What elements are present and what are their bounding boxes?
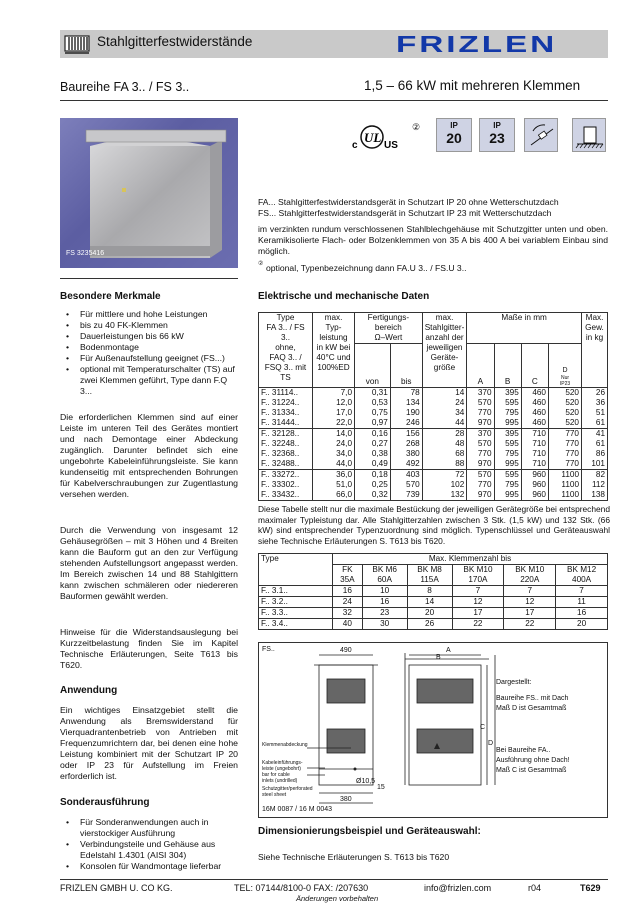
col-b: B bbox=[494, 344, 521, 388]
table-cell: 14 bbox=[422, 388, 467, 399]
table-cell: 190 bbox=[390, 408, 422, 418]
brand-logo: FRIZLEN bbox=[396, 31, 558, 57]
table-cell: 595 bbox=[494, 439, 521, 449]
table-cell: F.. 32368.. bbox=[259, 449, 313, 459]
table-cell: 24 bbox=[333, 597, 363, 608]
table-cell: 0,31 bbox=[355, 388, 391, 399]
table-row bbox=[259, 449, 608, 459]
table-cell: 16 bbox=[333, 586, 363, 597]
col-von: von bbox=[355, 344, 391, 388]
table-cell: 595 bbox=[494, 398, 521, 408]
table-cell: 82 bbox=[582, 470, 608, 481]
svg-text:UL: UL bbox=[364, 130, 382, 145]
table-cell: 770 bbox=[549, 449, 582, 459]
table-cell: 460 bbox=[521, 418, 548, 429]
table-cell: 17 bbox=[504, 608, 556, 619]
table-cell: 44,0 bbox=[313, 459, 355, 470]
table-cell: F.. 32248.. bbox=[259, 439, 313, 449]
table-cell: 32 bbox=[333, 608, 363, 619]
product-photo bbox=[60, 118, 238, 268]
table-cell: 0,75 bbox=[355, 408, 391, 418]
application-text: Ein wichtiges Einsatzgebiet stellt die Anwendung als Bremswiderstand für Vierquadrantenbetrieb von Antrieben mit Frequenzumrichtern dar, bei denen eine hohe Leistung kombiniert mit der Schutzart IP 20 oder IP 23 für Aufstellung im Freien erforderlich ist. bbox=[60, 705, 238, 781]
footer-divider bbox=[60, 879, 608, 880]
label-klemmen: Klemmenabdeckung bbox=[262, 742, 308, 748]
list-item: • Für Sonderanwendungen auch in vierstockiger Ausführung bbox=[60, 817, 240, 839]
table-cell: 7 bbox=[504, 586, 556, 597]
ip-value: 23 bbox=[489, 130, 505, 146]
dim-a: A bbox=[446, 647, 451, 654]
table-cell: 395 bbox=[494, 388, 521, 399]
table-cell: 268 bbox=[390, 439, 422, 449]
table-cell: 26 bbox=[407, 619, 452, 630]
col-c: C bbox=[521, 344, 548, 388]
series-label: Baureihe FA 3.. / FS 3.. bbox=[60, 80, 190, 94]
table-cell: 0,97 bbox=[355, 418, 391, 429]
dim-hole: Ø10,5 bbox=[356, 778, 376, 785]
table-cell: 17 bbox=[452, 608, 504, 619]
table-cell: 770 bbox=[549, 429, 582, 440]
floor-mount-icon bbox=[572, 118, 606, 152]
footer-note: Änderungen vorbehalten bbox=[296, 894, 379, 903]
table-cell: 0,38 bbox=[355, 449, 391, 459]
table-cell: 36,0 bbox=[313, 470, 355, 481]
table-row bbox=[259, 490, 608, 501]
table-row bbox=[259, 408, 608, 418]
table-cell: 14,0 bbox=[313, 429, 355, 440]
features-para-3: Hinweise für die Widerstandsauslegung bei Kurzzeitbelastung finden Sie im Kapitel Technische Erläuterungen, Seite T613 bis T620. bbox=[60, 627, 238, 670]
table-cell: 8 bbox=[407, 586, 452, 597]
table-cell: 22 bbox=[504, 619, 556, 630]
cert-footnote-mark: ② bbox=[412, 122, 421, 132]
table-cell: F.. 3.3.. bbox=[259, 608, 333, 619]
list-item: • Verbindungsteile und Gehäuse aus Edelstahl 1.4301 (AISI 304) bbox=[60, 839, 240, 861]
dim-490: 490 bbox=[340, 647, 352, 654]
table-cell: 16 bbox=[556, 608, 608, 619]
rotation-mount-icon bbox=[524, 118, 558, 152]
table-cell: 0,53 bbox=[355, 398, 391, 408]
t2-col-header: BK M8 115A bbox=[407, 565, 452, 586]
footer-email: info@frizlen.com bbox=[424, 883, 492, 893]
page-title: Stahlgitterfestwiderstände bbox=[97, 34, 253, 49]
table-cell: 0,27 bbox=[355, 439, 391, 449]
features-heading: Besondere Merkmale bbox=[60, 291, 161, 302]
table-cell: F.. 31114.. bbox=[259, 388, 313, 399]
table-cell: 460 bbox=[521, 408, 548, 418]
col-dims-header: Maße in mm bbox=[467, 313, 582, 344]
table-cell: 30 bbox=[362, 619, 407, 630]
table-cell: 1100 bbox=[549, 490, 582, 501]
table-cell: 134 bbox=[390, 398, 422, 408]
footnote-mark: ② bbox=[258, 261, 264, 267]
table-cell: 770 bbox=[467, 408, 494, 418]
table-cell: 34 bbox=[422, 408, 467, 418]
table-cell: F.. 33432.. bbox=[259, 490, 313, 501]
dim-380: 380 bbox=[340, 796, 352, 803]
dim-15: 15 bbox=[377, 784, 385, 791]
list-item: • Für mittlere und hohe Leistungen bbox=[60, 309, 240, 320]
t2-col-header: BK M10 170A bbox=[452, 565, 504, 586]
table-cell: 112 bbox=[582, 480, 608, 490]
table-cell: 570 bbox=[467, 398, 494, 408]
table-cell: 68 bbox=[422, 449, 467, 459]
ip20-badge bbox=[436, 118, 472, 152]
table-row bbox=[259, 586, 608, 597]
table-cell: 0,32 bbox=[355, 490, 391, 501]
table-cell: 7 bbox=[452, 586, 504, 597]
divider bbox=[60, 278, 238, 279]
electrical-data-table bbox=[258, 312, 608, 501]
table-cell: 12 bbox=[452, 597, 504, 608]
table-cell: 17,0 bbox=[313, 408, 355, 418]
table-cell: 0,18 bbox=[355, 470, 391, 481]
table-cell: 1100 bbox=[549, 480, 582, 490]
col-type-header: Type FA 3.. / FS 3.. ohne, FAQ 3.. / FSQ 3.. mit TS bbox=[259, 313, 313, 388]
table-cell: 970 bbox=[467, 490, 494, 501]
table-row bbox=[259, 597, 608, 608]
list-item: • optional mit Temperaturschalter (TS) auf zwei Klemmen geführt, Type dann F.Q 3... bbox=[60, 364, 240, 397]
table-cell: 44 bbox=[422, 418, 467, 429]
table-cell: F.. 3.4.. bbox=[259, 619, 333, 630]
list-item: • Dauerleistungen bis 66 kW bbox=[60, 331, 240, 342]
footnote-text: optional, Typenbezeichnung dann FA.U 3.. / FS.U 3.. bbox=[266, 263, 467, 273]
table-cell: F.. 32488.. bbox=[259, 459, 313, 470]
table-cell: 970 bbox=[467, 418, 494, 429]
list-item: • Konsolen für Wandmontage lieferbar bbox=[60, 861, 240, 872]
table-cell: 960 bbox=[521, 490, 548, 501]
table-row bbox=[259, 619, 608, 630]
table-cell: 24 bbox=[422, 398, 467, 408]
table-cell: 86 bbox=[582, 449, 608, 459]
table-cell: 138 bbox=[582, 490, 608, 501]
table-cell: 10 bbox=[362, 586, 407, 597]
footer-phone: TEL: 07144/8100-0 FAX: /207630 bbox=[234, 883, 369, 893]
table-cell: 403 bbox=[390, 470, 422, 481]
table-cell: 710 bbox=[521, 449, 548, 459]
desc-paragraph: im verzinkten rundum verschlossenen Stahlblechgehäuse mit Schutzgitter unten und oben. Keramikisolierte Flach- oder Bolzenklemmen von 35 A bis 400 A bei variablem Einbau sind möglich. bbox=[258, 224, 608, 256]
col-power-header: max. Typ- leistung in kW bei 40°C und 100%ED bbox=[313, 313, 355, 388]
table-cell: 795 bbox=[494, 480, 521, 490]
table-cell: 370 bbox=[467, 429, 494, 440]
table-cell: F.. 32128.. bbox=[259, 429, 313, 440]
features-para-2: Durch die Verwendung von insgesamt 12 Gehäusegrößen – mit 3 Höhen und 4 Breiten kann die Bauform gut an den zur Verfügung stehenden Aufstellungsort angepasst werden. Im Bereich zwischen 14 und 88 Stahlgittern kann zwischen schmäleren oder niedereren Bauformen gewählt werden. bbox=[60, 525, 238, 601]
table-cell: 520 bbox=[549, 418, 582, 429]
footer-company: FRIZLEN GMBH U. CO KG. bbox=[60, 883, 173, 893]
table-cell: 710 bbox=[521, 459, 548, 470]
list-item: • bis zu 40 FK-Klemmen bbox=[60, 320, 240, 331]
table1-heading: Elektrische und mechanische Daten bbox=[258, 291, 430, 302]
drawing-ref: 16M 0087 / 16 M 0043 bbox=[262, 806, 333, 813]
table-cell: 66,0 bbox=[313, 490, 355, 501]
label-kabel: Kabeleinführungs- leiste (ungebohrt) bar for cable inlets (undrilled) bbox=[262, 760, 303, 784]
table-cell: F.. 33272.. bbox=[259, 470, 313, 481]
table-cell: 520 bbox=[549, 408, 582, 418]
table-cell: F.. 31224.. bbox=[259, 398, 313, 408]
table-cell: 0,25 bbox=[355, 480, 391, 490]
table-cell: 51,0 bbox=[313, 480, 355, 490]
desc-fs: FS... Stahlgitterfestwiderstandsgerät in Schutzart IP 23 mit Wetterschutzdach bbox=[258, 208, 552, 218]
table-cell: 72 bbox=[422, 470, 467, 481]
t2-col-header: BK M6 60A bbox=[362, 565, 407, 586]
table-cell: 520 bbox=[549, 398, 582, 408]
table-note: Diese Tabelle stellt nur die maximale Bestückung der jeweiligen Gerätegröße bei entsprechend maximaler Typleistung dar. Alle Stahlgitterzahlen zwischen 3 Stk. (1,5 kW) und 132 Stk. (66 kW) sind entsprechender Typenzuordnung sind möglich. Typenschlüssel und Geräteauswahl siehe Technische Erläuterungen S. T613 bis T620. bbox=[258, 504, 610, 546]
t2-col-header: FK 35A bbox=[333, 565, 363, 586]
table-cell: F.. 31334.. bbox=[259, 408, 313, 418]
table-cell: 88 bbox=[422, 459, 467, 470]
dim-b: B bbox=[436, 654, 441, 661]
special-heading: Sonderausführung bbox=[60, 797, 150, 808]
table-cell: 710 bbox=[521, 439, 548, 449]
cabinet-illustration bbox=[60, 118, 238, 268]
table-cell: 22,0 bbox=[313, 418, 355, 429]
table-cell: 51 bbox=[582, 408, 608, 418]
table-cell: 970 bbox=[467, 459, 494, 470]
table-cell: 739 bbox=[390, 490, 422, 501]
power-range: 1,5 – 66 kW mit mehreren Klemmen bbox=[364, 78, 581, 93]
svg-text:c: c bbox=[352, 140, 358, 151]
table-cell: 960 bbox=[521, 480, 548, 490]
table-cell: 22 bbox=[452, 619, 504, 630]
t2-group-header: Max. Klemmenzahl bis bbox=[333, 554, 608, 565]
dim-c: C bbox=[480, 724, 486, 731]
table-cell: 28 bbox=[422, 429, 467, 440]
table-cell: 12,0 bbox=[313, 398, 355, 408]
table-cell: 995 bbox=[494, 459, 521, 470]
terminal-table bbox=[258, 553, 608, 630]
dim-example-text: Siehe Technische Erläuterungen S. T613 bis T620 bbox=[258, 852, 450, 862]
table-cell: 156 bbox=[390, 429, 422, 440]
col-a: A bbox=[467, 344, 494, 388]
table-cell: 595 bbox=[494, 470, 521, 481]
table-cell: F.. 31444.. bbox=[259, 418, 313, 429]
table-cell: 102 bbox=[422, 480, 467, 490]
ip-value: 20 bbox=[446, 130, 462, 146]
dim-d: D bbox=[488, 740, 494, 747]
table-cell: 61 bbox=[582, 418, 608, 429]
table-cell: 460 bbox=[521, 398, 548, 408]
ip-label: IP bbox=[493, 121, 501, 130]
table-cell: 20 bbox=[407, 608, 452, 619]
col-d: D Nur IP23 bbox=[549, 344, 582, 388]
table-cell: 460 bbox=[521, 388, 548, 399]
table-cell: 11 bbox=[556, 597, 608, 608]
table-row bbox=[259, 459, 608, 470]
dim-example-heading: Dimensionierungsbeispiel und Geräteauswahl: bbox=[258, 826, 481, 837]
t2-type-header: Type bbox=[259, 554, 333, 586]
table-cell: 7 bbox=[556, 586, 608, 597]
table-cell: 26 bbox=[582, 388, 608, 399]
footer-page: T629 bbox=[580, 883, 601, 893]
features-list bbox=[60, 309, 240, 397]
table-row bbox=[259, 418, 608, 429]
svg-text:US: US bbox=[384, 140, 398, 151]
t2-col-header: BK M10 220A bbox=[504, 565, 556, 586]
table-cell: 370 bbox=[467, 388, 494, 399]
footer-revision: r04 bbox=[528, 883, 542, 893]
table-cell: 20 bbox=[556, 619, 608, 630]
divider bbox=[60, 100, 608, 101]
table-cell: 0,16 bbox=[355, 429, 391, 440]
table-cell: 492 bbox=[390, 459, 422, 470]
table-cell: 770 bbox=[467, 480, 494, 490]
table-cell: 101 bbox=[582, 459, 608, 470]
table-row bbox=[259, 429, 608, 440]
table-cell: 770 bbox=[549, 439, 582, 449]
col-bis: bis bbox=[390, 344, 422, 388]
table-cell: 61 bbox=[582, 439, 608, 449]
drawing-note-fs: Dargestellt: Baureihe FS.. mit Dach Maß D ist Gesamtmaß bbox=[496, 679, 569, 712]
col-weight-header: Max. Gew. in kg bbox=[582, 313, 608, 388]
table-cell: 40 bbox=[333, 619, 363, 630]
table-cell: 795 bbox=[494, 449, 521, 459]
ip23-badge bbox=[479, 118, 515, 152]
col-range-header: Fertigungs- bereich Ω–Wert bbox=[355, 313, 423, 344]
table-cell: 132 bbox=[422, 490, 467, 501]
table-cell: 520 bbox=[549, 388, 582, 399]
t2-col-header: BK M12 400A bbox=[556, 565, 608, 586]
table-cell: 0,49 bbox=[355, 459, 391, 470]
col-grids-header: max. Stahlgitter- anzahl der jeweiligen Geräte- größe bbox=[422, 313, 467, 388]
table-cell: 16 bbox=[362, 597, 407, 608]
photo-caption: FS 3235416 bbox=[66, 250, 105, 257]
table-cell: 770 bbox=[467, 449, 494, 459]
table-cell: 14 bbox=[407, 597, 452, 608]
table-cell: 995 bbox=[494, 418, 521, 429]
table-cell: F.. 3.1.. bbox=[259, 586, 333, 597]
list-item: • Für Außenaufstellung geeignet (FS...) bbox=[60, 353, 240, 364]
table-row bbox=[259, 470, 608, 481]
table-cell: 12 bbox=[504, 597, 556, 608]
table-cell: 770 bbox=[549, 459, 582, 470]
table-cell: 41 bbox=[582, 429, 608, 440]
table-cell: 395 bbox=[494, 429, 521, 440]
table-row bbox=[259, 398, 608, 408]
table-cell: 710 bbox=[521, 429, 548, 440]
table-cell: 34,0 bbox=[313, 449, 355, 459]
table-cell: 24,0 bbox=[313, 439, 355, 449]
table-cell: 570 bbox=[390, 480, 422, 490]
table-cell: 48 bbox=[422, 439, 467, 449]
drawing-fs-label: FS.. bbox=[262, 646, 275, 653]
drawing-note-fa: Bei Baureihe FA.. Ausführung ohne Dach! Maß C ist Gesamtmaß bbox=[496, 747, 570, 774]
features-para-1: Die erforderlichen Klemmen sind auf einer Leiste im unteren Teil des Gerätes montiert und nach Demontage einer Abdeckung zugänglich. Darunter befindet sich eine ungebohrte Kabeleinführungsleiste. Sie kann kundenseitig mit entsprechenden Bohrungen für Kabelverschraubungen zur Zugentlastung versehen werden. bbox=[60, 412, 238, 499]
table-cell: 36 bbox=[582, 398, 608, 408]
table-cell: F.. 33302.. bbox=[259, 480, 313, 490]
table-row bbox=[259, 388, 608, 399]
special-list bbox=[60, 817, 240, 872]
table-row bbox=[259, 608, 608, 619]
table-cell: 995 bbox=[494, 490, 521, 501]
table-row bbox=[259, 439, 608, 449]
table-cell: 78 bbox=[390, 388, 422, 399]
table-cell: 7,0 bbox=[313, 388, 355, 399]
application-heading: Anwendung bbox=[60, 685, 118, 696]
ip-label: IP bbox=[450, 121, 458, 130]
table-cell: F.. 3.2.. bbox=[259, 597, 333, 608]
table-cell: 795 bbox=[494, 408, 521, 418]
table-cell: 380 bbox=[390, 449, 422, 459]
resistor-grid-icon bbox=[64, 33, 90, 54]
label-schutzgitter: Schutzgitter/perforated steel sheet bbox=[262, 786, 313, 798]
table-cell: 246 bbox=[390, 418, 422, 429]
table-cell: 570 bbox=[467, 470, 494, 481]
table-cell: 1100 bbox=[549, 470, 582, 481]
list-item: • Bodenmontage bbox=[60, 342, 240, 353]
table-row bbox=[259, 480, 608, 490]
table-cell: 960 bbox=[521, 470, 548, 481]
table-cell: 570 bbox=[467, 439, 494, 449]
desc-fa: FA... Stahlgitterfestwiderstandsgerät in Schutzart IP 20 ohne Wetterschutzdach bbox=[258, 197, 559, 207]
table-cell: 23 bbox=[362, 608, 407, 619]
